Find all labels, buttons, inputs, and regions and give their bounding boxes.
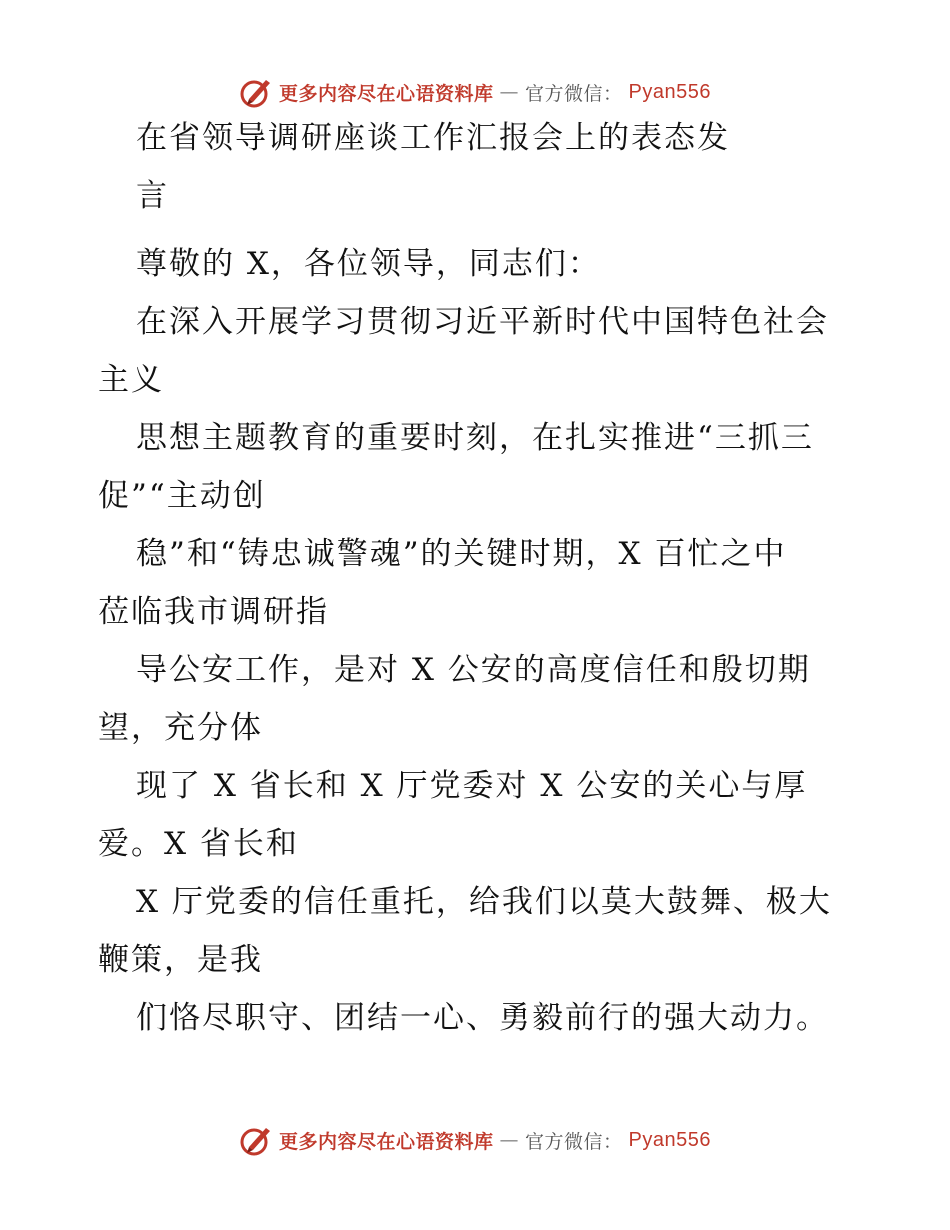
doc-line: 言 bbox=[136, 178, 169, 214]
doc-line: 爱。X 省长和 bbox=[98, 826, 299, 862]
watermark-brand: 更多内容尽在心语资料库 bbox=[279, 1130, 494, 1153]
header-watermark bbox=[0, 72, 950, 112]
watermark-wechat-id: Pyan556 bbox=[628, 1128, 711, 1151]
watermark-brand: 更多内容尽在心语资料库 bbox=[279, 82, 494, 105]
doc-line: 在省领导调研座谈工作汇报会上的表态发 bbox=[136, 120, 730, 156]
quill-pen-icon bbox=[239, 75, 273, 109]
doc-line: 导公安工作，是对 X 公安的高度信任和殷切期 bbox=[136, 652, 811, 688]
watermark-wechat-id: Pyan556 bbox=[628, 80, 711, 103]
doc-line: 现了 X 省长和 X 厅党委对 X 公安的关心与厚 bbox=[136, 768, 808, 804]
watermark-separator: — bbox=[499, 1129, 520, 1151]
doc-line: X 厅党委的信任重托，给我们以莫大鼓舞、极大 bbox=[136, 884, 832, 920]
watermark-contact-label: 官方微信： bbox=[525, 1130, 623, 1153]
doc-line: 尊敬的 X，各位领导，同志们： bbox=[136, 246, 601, 282]
doc-line: 思想主题教育的重要时刻，在扎实推进“三抓三 bbox=[136, 420, 814, 456]
watermark-contact-label: 官方微信： bbox=[525, 82, 623, 105]
watermark-separator: — bbox=[499, 81, 520, 103]
doc-line: 主义 bbox=[98, 362, 164, 398]
doc-line: 望，充分体 bbox=[98, 710, 263, 746]
doc-line: 鞭策，是我 bbox=[98, 942, 263, 978]
doc-line: 在深入开展学习贯彻习近平新时代中国特色社会 bbox=[136, 304, 829, 340]
doc-line: 稳”和“铸忠诚警魂”的关键时期，X 百忙之中 bbox=[136, 536, 787, 572]
footer-watermark bbox=[0, 1120, 950, 1160]
doc-line: 促”“主动创 bbox=[98, 478, 266, 514]
doc-line: 们恪尽职守、团结一心、勇毅前行的强大动力。 bbox=[136, 1000, 829, 1036]
doc-line: 莅临我市调研指 bbox=[98, 594, 329, 630]
quill-pen-icon bbox=[239, 1123, 273, 1157]
